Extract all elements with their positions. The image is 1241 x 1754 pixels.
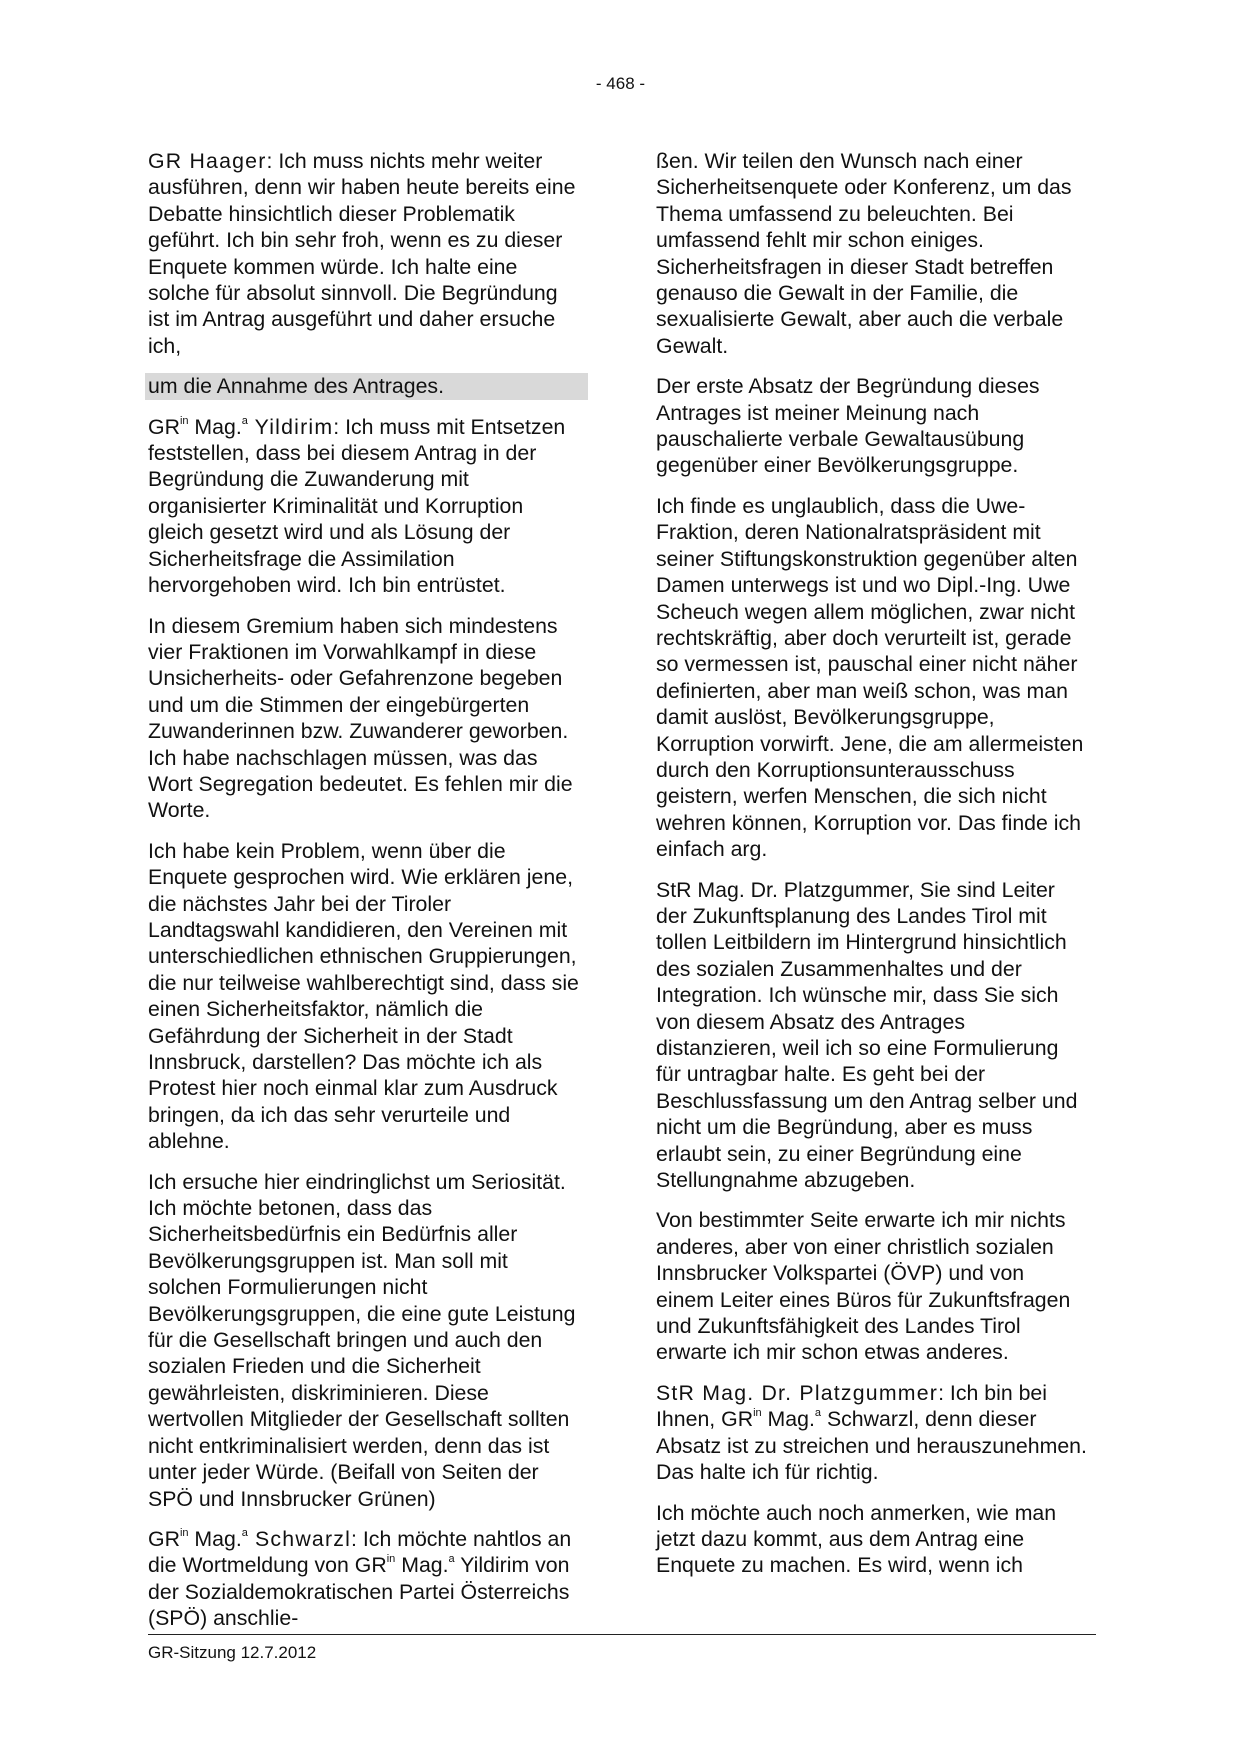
paragraph: Der erste Absatz der Begründung dieses Antrages ist meiner Meinung nach pauschalierte verbale Gewaltausübung gegenüber einer Bevölkerungsgruppe. [656, 374, 1040, 478]
paragraph: ßen. Wir teilen den Wunsch nach einer Sicherheitsenquete oder Konferenz, um das Thema umfassend zu beleuchten. Bei umfassend fehlt mir schon einiges. Sicherheitsfragen in dieser Stadt betreffen genauso die Gewalt in der Familie, die sexualisierte Gewalt, aber auch die verbale Gewalt. [656, 149, 1072, 358]
paragraph: StR Mag. Dr. Platzgummer, Sie sind Leiter der Zukunftsplanung des Landes Tirol mit tollen Leitbildern im Hintergrund hinsichtlich des sozialen Zusammenhaltes und der Integration. Ich wünsche mir, dass Sie sich von diesem Absatz des Antrages distanzieren, weil ich so eine Formulierung für untragbar halte. Es geht bei der Beschlussfassung um den Antrag selber und nicht um die Begründung, aber es muss erlaubt sein, zu einer Begründung eine Stellungnahme abzugeben. [656, 877, 1078, 1193]
paragraph: In diesem Gremium haben sich mindestens vier Fraktionen im Vorwahlkampf in diese Unsicherheits- oder Gefahrenzone begeben und um die Stimmen der eingebürgerten Zuwanderinnen bzw. Zuwanderer geworben. Ich habe nachschlagen müssen, was das Wort Segregation bedeutet. Es fehlen mir die Worte. [148, 613, 573, 823]
footer-divider [148, 1634, 1096, 1635]
speaker-name: GR Haager [148, 149, 267, 173]
page-number: - 468 - [595, 74, 646, 93]
paragraph: Ich möchte auch noch anmerken, wie man jetzt dazu kommt, aus dem Antrag eine Enquete zu machen. Es wird, wenn ich [656, 1500, 1057, 1578]
speaker-name: StR Mag. Dr. Platzgummer [656, 1380, 939, 1405]
paragraph: StR Mag. Dr. Platzgummer: Ich bin bei Ihnen, $GR^{in}$ Mag.$^a$ Schwarzl, denn dieser Absatz ist zu streichen und herauszunehmen. Das halte ich für richtig. [656, 1380, 1087, 1485]
speaker-name: Schwarzl [247, 1526, 352, 1551]
paragraph: Von bestimmter Seite erwarte ich mir nichts anderes, aber von einer christlich sozialen Innsbrucker Volkspartei (ÖVP) und von einem Leiter eines Büros für Zukunftsfragen und Zukunftsfähigkeit des Landes Tirol erwarte ich mir schon etwas anderes. [656, 1208, 1071, 1365]
paragraph: GR Haager: Ich muss nichts mehr weiter ausführen, denn wir haben heute bereits eine Debatte hinsichtlich dieser Problematik geführt. Ich bin sehr froh, wenn es zu dieser Enquete kommen würde. Ich halte eine solche für absolut sinnvoll. Die Begründung ist im Antrag ausgeführt und daher ersuche ich, [148, 149, 576, 358]
motion-highlight: um die Annahme des Antrages. [145, 373, 588, 399]
footer-session-date: GR-Sitzung 12.7.2012 [148, 1643, 317, 1662]
paragraph: Ich finde es unglaublich, dass die Uwe-Fraktion, deren Nationalratspräsident mit seiner Stiftungskonstruktion gegenüber alten Damen unterwegs ist und wo Dipl.-Ing. Uwe Scheuch wegen allem möglichen, zwar nicht rechtskräftig, aber doch verurteilt ist, gerade so vermessen ist, pauschal einer nicht näher definierten, aber man weiß schon, was man damit auslöst, Bevölkerungsgruppe, Korruption vorwirft. Jene, die am allermeisten durch den Korruptionsunterausschuss geistern, werfen Menschen, die sich nicht wehren können, Korruption vor. Das finde ich einfach arg. [656, 493, 1084, 862]
paragraph-text: Ich muss nichts mehr weiter ausführen, denn wir haben heute bereits eine Debatte hinsichtlich dieser Problematik geführt. Ich bin sehr froh, wenn es zu dieser Enquete kommen würde. Ich halte eine solche für absolut sinnvoll. Die Begründung ist im Antrag ausgeführt und daher ersuche ich, [148, 149, 576, 358]
left-column [148, 148, 584, 1646]
speaker-name: Yildirim [247, 414, 334, 439]
paragraph: $GR^{in}$ Mag.$^a$ Schwarzl: Ich möchte nahtlos an die Wortmeldung von $GR^{in}$ Mag.$^a$ Yildirim von der Sozialdemokratischen Partei Österreichs (SPÖ) anschlie- [148, 1526, 572, 1631]
right-column [656, 148, 1088, 1593]
paragraph: Ich habe kein Problem, wenn über die Enquete gesprochen wird. Wie erklären jene, die nächstes Jahr bei der Tiroler Landtagswahl kandidieren, den Vereinen mit unterschiedlichen ethnischen Gruppierungen, die nur teilweise wahlberechtigt sind, dass sie einen Sicherheitsfaktor, nämlich die Gefährdung der Sicherheit in der Stadt Innsbruck, darstellen? Das möchte ich als Protest hier noch einmal klar zum Ausdruck bringen, da ich das sehr verurteile und ablehne. [148, 838, 579, 1154]
paragraph: $GR^{in}$ Mag.$^a$ Yildirim: Ich muss mit Entsetzen feststellen, dass bei diesem Antrag in der Begründung die Zuwanderung mit organisierter Kriminalität und Korruption gleich gesetzt wird und als Lösung der Sicherheitsfrage die Assimilation hervorgehoben wird. Ich bin entrüstet. [148, 414, 566, 598]
paragraph-text: Ich muss mit Entsetzen feststellen, dass bei diesem Antrag in der Begründung die Zuwanderung mit organisierter Kriminalität und Korruption gleich gesetzt wird und als Lösung der Sicherheitsfrage die Assimilation hervorgehoben wird. Ich bin entrüstet. [148, 414, 566, 598]
paragraph: Ich ersuche hier eindringlichst um Seriosität. Ich möchte betonen, dass das Sicherheitsbedürfnis ein Bedürfnis aller Bevölkerungsgruppen ist. Man soll mit solchen Formulierungen nicht Bevölkerungsgruppen, die eine gute Leistung für die Gesellschaft bringen und auch den sozialen Frieden und die Sicherheit gewährleisten, diskriminieren. Diese wertvollen Mitglieder der Gesellschaft sollten nicht entkriminalisiert werden, denn das ist unter jeder Würde. (Beifall von Seiten der SPÖ und Innsbrucker Grünen) [148, 1169, 576, 1511]
